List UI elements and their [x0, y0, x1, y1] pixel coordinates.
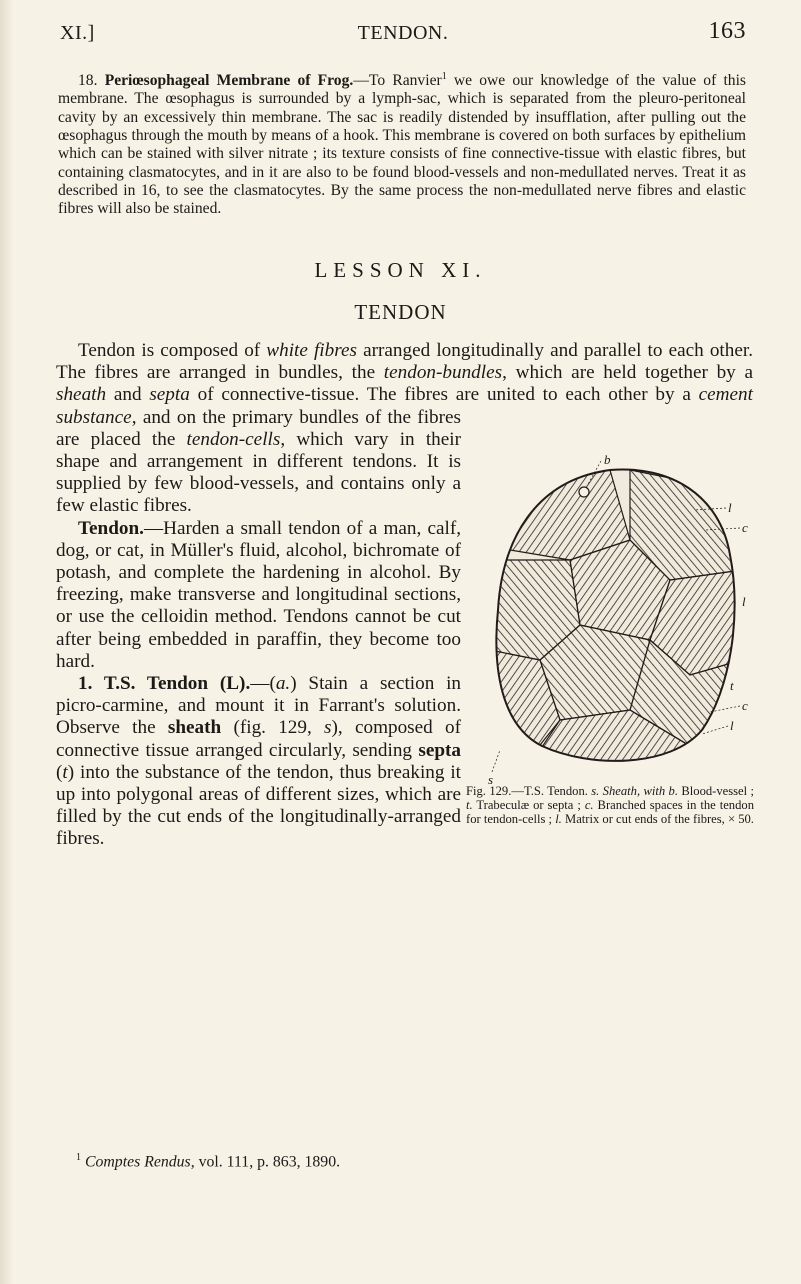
- text: arranged longitudinally and parallel to each other. The fibres are arranged in bundles, the: [56, 340, 753, 384]
- text: , which vary in their shape and arrangement in different tendons. It is supplied by few blood-vessels, and contains only a few elastic fibres.: [56, 428, 461, 517]
- chapter-number: XI.]: [60, 22, 95, 44]
- text: , and on the primary bundles of the fibres are placed the: [56, 406, 461, 450]
- term: tendon-cells: [186, 428, 281, 450]
- term: septa: [418, 739, 461, 761]
- term: septa: [149, 384, 190, 406]
- term: tendon-bundles: [383, 362, 503, 384]
- caption-text: s. Sheath, with: [587, 784, 669, 798]
- running-head: [60, 18, 746, 52]
- section-text: we owe our knowledge of the value of this membrane. The œsophagus is surrounded by a lymph-sac, which is separated from the pleuro-peritoneal cavity by an excessively thin membrane. The sac is readily distended by insufflation, after pulling out the œsophagus through the mouth by means of a hook. This membrane is covered on both surfaces by epithelium which can be stained with silver nitrate ; its texture consists of fine connective-tissue with elastic fibres, but containing clasmatocytes, and in it are also to be found blood-vessels and non-medullated nerves. Treat it as described in 16, to see the clasmatocytes. By the same process the non-medullated nerve fibres and elastic fibres will also be stained.: [58, 72, 746, 218]
- caption-text: Branched spaces in the tendon for tendon-cells ;: [466, 798, 754, 826]
- section-18: [58, 68, 746, 219]
- footnote-details: , vol. 111, p. 863, 1890.: [190, 1153, 341, 1171]
- term: sheath: [167, 717, 222, 739]
- term: t: [62, 761, 68, 783]
- blood-vessel-mark: [579, 487, 589, 497]
- section-number: 18.: [78, 72, 98, 90]
- text: , which are held together by a: [502, 362, 753, 384]
- topic-heading: TENDON: [354, 300, 447, 324]
- page-binding-edge: [0, 0, 14, 1284]
- text: ), composed of connective tissue arranged circularly, sending: [56, 717, 461, 761]
- lesson-heading: LESSON XI.: [314, 258, 487, 282]
- paragraph-lead: Tendon.: [78, 517, 144, 539]
- text: Tendon is composed of: [78, 340, 267, 361]
- footnote-source: Comptes Rendus: [84, 1153, 191, 1171]
- caption-key: l.: [555, 812, 562, 826]
- caption-text: Blood-vessel ;: [678, 784, 754, 798]
- section-18-paragraph: [58, 68, 746, 219]
- text: —Harden a small tendon of a man, calf, dog, or cat, in Müller's fluid, alcohol, bichromate of potash, and complete the hardening in alcohol. By freezing, make transverse and longitudinal sections, or use the celloidin method. Tendons cannot be cut after being embedded in paraffin, they become too hard.: [56, 517, 461, 672]
- term: cement substance: [56, 384, 753, 428]
- caption-text: Trabeculæ or septa ;: [472, 798, 585, 812]
- label-s: s: [488, 772, 494, 787]
- label-l: l: [742, 594, 746, 609]
- footnote-reference: 1: [441, 71, 447, 82]
- page-number: 163: [708, 18, 746, 44]
- label-l: l: [728, 500, 732, 515]
- term: sheath: [56, 384, 107, 406]
- label-t: t: [730, 678, 734, 693]
- caption-text: Matrix or cut ends of the fibres, × 50.: [561, 812, 754, 826]
- footnote-marker: 1: [76, 1152, 81, 1163]
- figure-caption: [466, 784, 754, 826]
- term: s: [324, 717, 332, 739]
- figure-129: [480, 450, 752, 790]
- label-l: l: [730, 718, 734, 733]
- text: ) into the substance of the tendon, thus breaking it up into polygonal areas of different sizes, which are filled by the cut ends of the longitudinally-arranged fibres.: [56, 761, 461, 850]
- term: white fibres: [266, 340, 357, 361]
- caption-key: b.: [668, 784, 678, 798]
- text: (: [56, 761, 63, 783]
- text: and: [106, 384, 150, 406]
- tendon-cross-section-illustration: [480, 450, 752, 790]
- term: a.: [275, 673, 291, 695]
- text: of connective-tissue. The fibres are united to each other by a: [189, 384, 699, 406]
- section-heading: Periœsophageal Membrane of Frog.: [104, 72, 354, 90]
- text: —(: [250, 673, 276, 695]
- label-c: c: [742, 520, 748, 535]
- caption-key: c.: [584, 798, 594, 812]
- caption-key: t.: [466, 798, 473, 812]
- section-text: —To Ranvier: [353, 72, 442, 90]
- label-b: b: [604, 452, 611, 467]
- running-title: TENDON.: [357, 22, 449, 44]
- caption-label: Fig. 129.—T.S. Tendon.: [466, 784, 588, 798]
- item-lead: 1. T.S. Tendon (L).: [78, 673, 251, 695]
- text: ) Stain a section in picro-carmine, and mount it in Farrant's solution. Observe the: [56, 673, 462, 739]
- footnote: [76, 1152, 340, 1171]
- text: (fig. 129,: [221, 717, 325, 739]
- label-c: c: [742, 698, 748, 713]
